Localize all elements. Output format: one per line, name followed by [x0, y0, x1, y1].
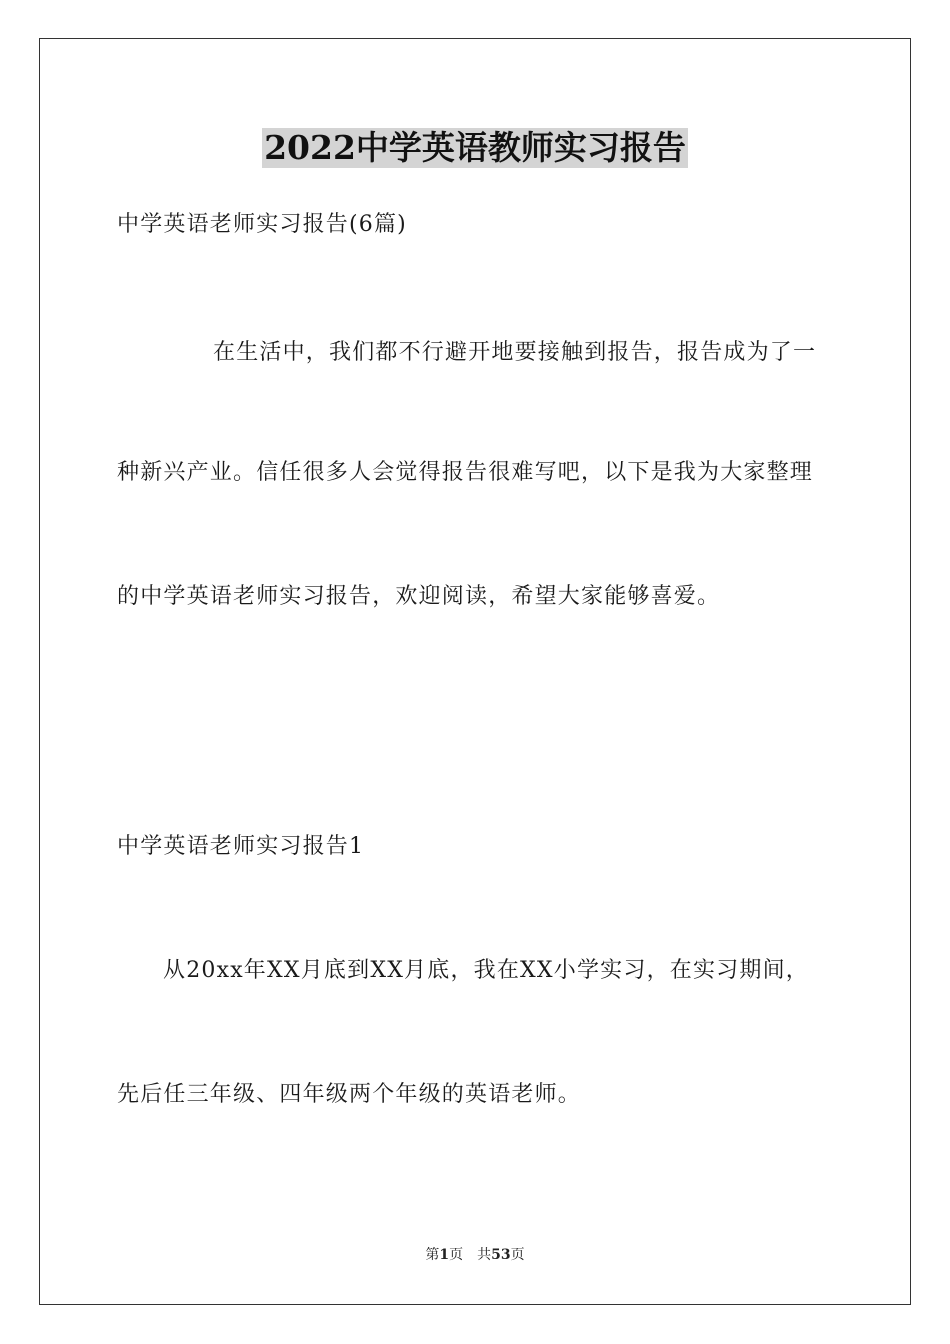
footer-page-prefix: 第: [425, 1247, 440, 1263]
body-line-1: 从20xx年XX月底到XX月底，我在XX小学实习，在实习期间，: [163, 958, 809, 983]
footer-total-prefix: 共: [477, 1247, 492, 1263]
footer-total-pages: 53: [491, 1247, 511, 1263]
footer-page-number: 1: [439, 1247, 450, 1263]
document-subtitle: 中学英语老师实习报告(6篇): [117, 212, 407, 237]
body-line-2: 先后任三年级、四年级两个年级的英语老师。: [117, 1082, 582, 1107]
footer-total-suffix: 页: [510, 1247, 525, 1263]
intro-line-2: 种新兴产业。信任很多人会觉得报告很难写吧，以下是我为大家整理: [117, 460, 814, 485]
title-container: [0, 128, 950, 168]
page-footer: [0, 1246, 950, 1264]
intro-line-1: 在生活中，我们都不行避开地要接触到报告，报告成为了一: [213, 340, 817, 365]
document-title: 2022中学英语教师实习报告: [264, 128, 686, 167]
section-heading: 中学英语老师实习报告1: [117, 834, 365, 859]
footer-page-suffix: 页: [449, 1247, 464, 1263]
intro-line-3: 的中学英语老师实习报告，欢迎阅读，希望大家能够喜爱。: [117, 584, 721, 609]
